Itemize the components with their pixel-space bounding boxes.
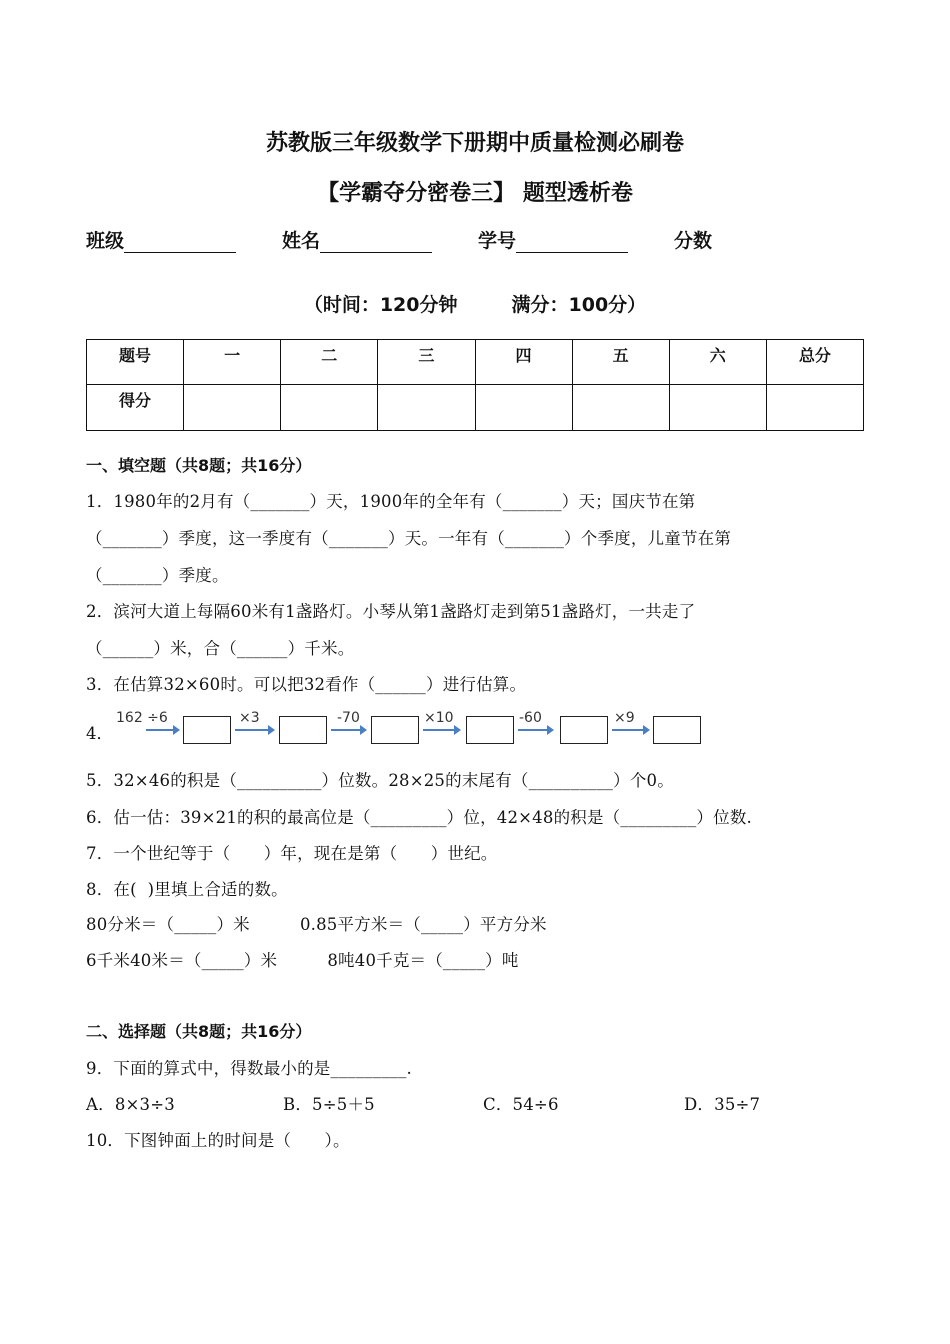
score-cell[interactable]	[572, 385, 669, 431]
option-c[interactable]: C．54÷6	[483, 1095, 559, 1114]
name-label: 姓名	[282, 230, 321, 252]
question-line: （_______）季度，这一季度有（_______）天。一年有（_______）个季度，儿童节在第	[86, 529, 732, 548]
score-cell[interactable]	[475, 385, 572, 431]
section-1-heading: 一、填空题（共8题；共16分）	[86, 456, 312, 475]
q4-answer-box[interactable]	[183, 716, 231, 744]
class-label: 班级	[86, 230, 125, 252]
q4-operator: -70	[337, 710, 360, 726]
arrow-right-icon	[423, 729, 459, 731]
question-line: 80分米＝（_____）米 0.85平方米＝（_____）平方分米	[86, 915, 547, 934]
score-table	[86, 339, 864, 431]
table-header-cell: 一	[184, 340, 281, 385]
q4-operator: ×10	[424, 710, 454, 726]
table-header-cell: 六	[669, 340, 766, 385]
arrow-right-icon	[518, 729, 552, 731]
arrow-right-icon	[331, 729, 365, 731]
time-and-score-line	[0, 290, 950, 317]
class-blank[interactable]	[124, 230, 236, 253]
q4-operator: ×9	[614, 710, 635, 726]
name-blank[interactable]	[320, 230, 432, 253]
student-id-blank[interactable]	[516, 230, 628, 253]
table-header-cell: 二	[281, 340, 378, 385]
q4-calculation-chain	[86, 710, 726, 746]
q4-operator: ×3	[239, 710, 260, 726]
question-line: （_______）季度。	[86, 566, 229, 585]
q4-answer-box[interactable]	[279, 716, 327, 744]
question-line: 6．估一估：39×21的积的最高位是（_________）位，42×48的积是（_________）位数.	[86, 808, 752, 827]
student-id-label: 学号	[478, 230, 517, 252]
q4-answer-box[interactable]	[560, 716, 608, 744]
question-line: 2．滨河大道上每隔60米有1盏路灯。小琴从第1盏路灯走到第51盏路灯，一共走了	[86, 602, 696, 621]
full-score: 满分：100分）	[511, 294, 647, 316]
question-line: 6千米40米＝（_____）米 8吨40千克＝（_____）吨	[86, 951, 519, 970]
section-2-heading: 二、选择题（共8题；共16分）	[86, 1022, 312, 1041]
table-header-cell: 题号	[87, 340, 184, 385]
time-limit: （时间：120分钟	[303, 294, 458, 316]
option-d[interactable]: D．35÷7	[684, 1095, 761, 1114]
question-line: 3．在估算32×60时。可以把32看作（______）进行估算。	[86, 675, 527, 694]
exam-title: 苏教版三年级数学下册期中质量检测必刷卷	[265, 131, 684, 156]
question-line: 5．32×46的积是（__________）位数。28×25的末尾有（__________）个0。	[86, 771, 674, 790]
option-b[interactable]: B．5÷5＋5	[283, 1095, 375, 1114]
score-cell[interactable]	[184, 385, 281, 431]
table-header-cell: 五	[572, 340, 669, 385]
question-line: （______）米，合（______）千米。	[86, 639, 355, 658]
arrow-right-icon	[235, 729, 273, 731]
table-header-cell: 总分	[766, 340, 863, 385]
q4-answer-box[interactable]	[371, 716, 419, 744]
question-line: 9．下面的算式中，得数最小的是_________.	[86, 1059, 412, 1078]
option-a[interactable]: A．8×3÷3	[86, 1095, 175, 1114]
table-header-cell: 三	[378, 340, 475, 385]
arrow-right-icon	[146, 729, 178, 731]
question-line: 7．一个世纪等于（ ）年，现在是第（ ）世纪。	[86, 844, 498, 863]
score-cell[interactable]	[378, 385, 475, 431]
q4-operator: 162 ÷6	[116, 710, 168, 726]
q4-number: 4．	[86, 724, 113, 743]
score-cell[interactable]	[281, 385, 378, 431]
score-table-score-row	[87, 385, 864, 431]
student-info-row	[86, 226, 712, 253]
table-header-cell: 四	[475, 340, 572, 385]
exam-subtitle: 【学霸夺分密卷三】 题型透析卷	[317, 181, 633, 206]
question-line: 10．下图钟面上的时间是（ ）。	[86, 1131, 350, 1150]
q4-answer-box[interactable]	[653, 716, 701, 744]
question-line: 1．1980年的2月有（_______）天，1900年的全年有（_______）天；国庆节在第	[86, 492, 696, 511]
score-cell[interactable]	[766, 385, 863, 431]
q4-answer-box[interactable]	[466, 716, 514, 744]
score-row-label: 得分	[87, 385, 184, 431]
q4-operator: -60	[519, 710, 542, 726]
score-table-header-row	[87, 340, 864, 385]
arrow-right-icon	[612, 729, 648, 731]
score-label: 分数	[674, 230, 713, 252]
score-cell[interactable]	[669, 385, 766, 431]
question-line: 8．在( )里填上合适的数。	[86, 880, 288, 899]
